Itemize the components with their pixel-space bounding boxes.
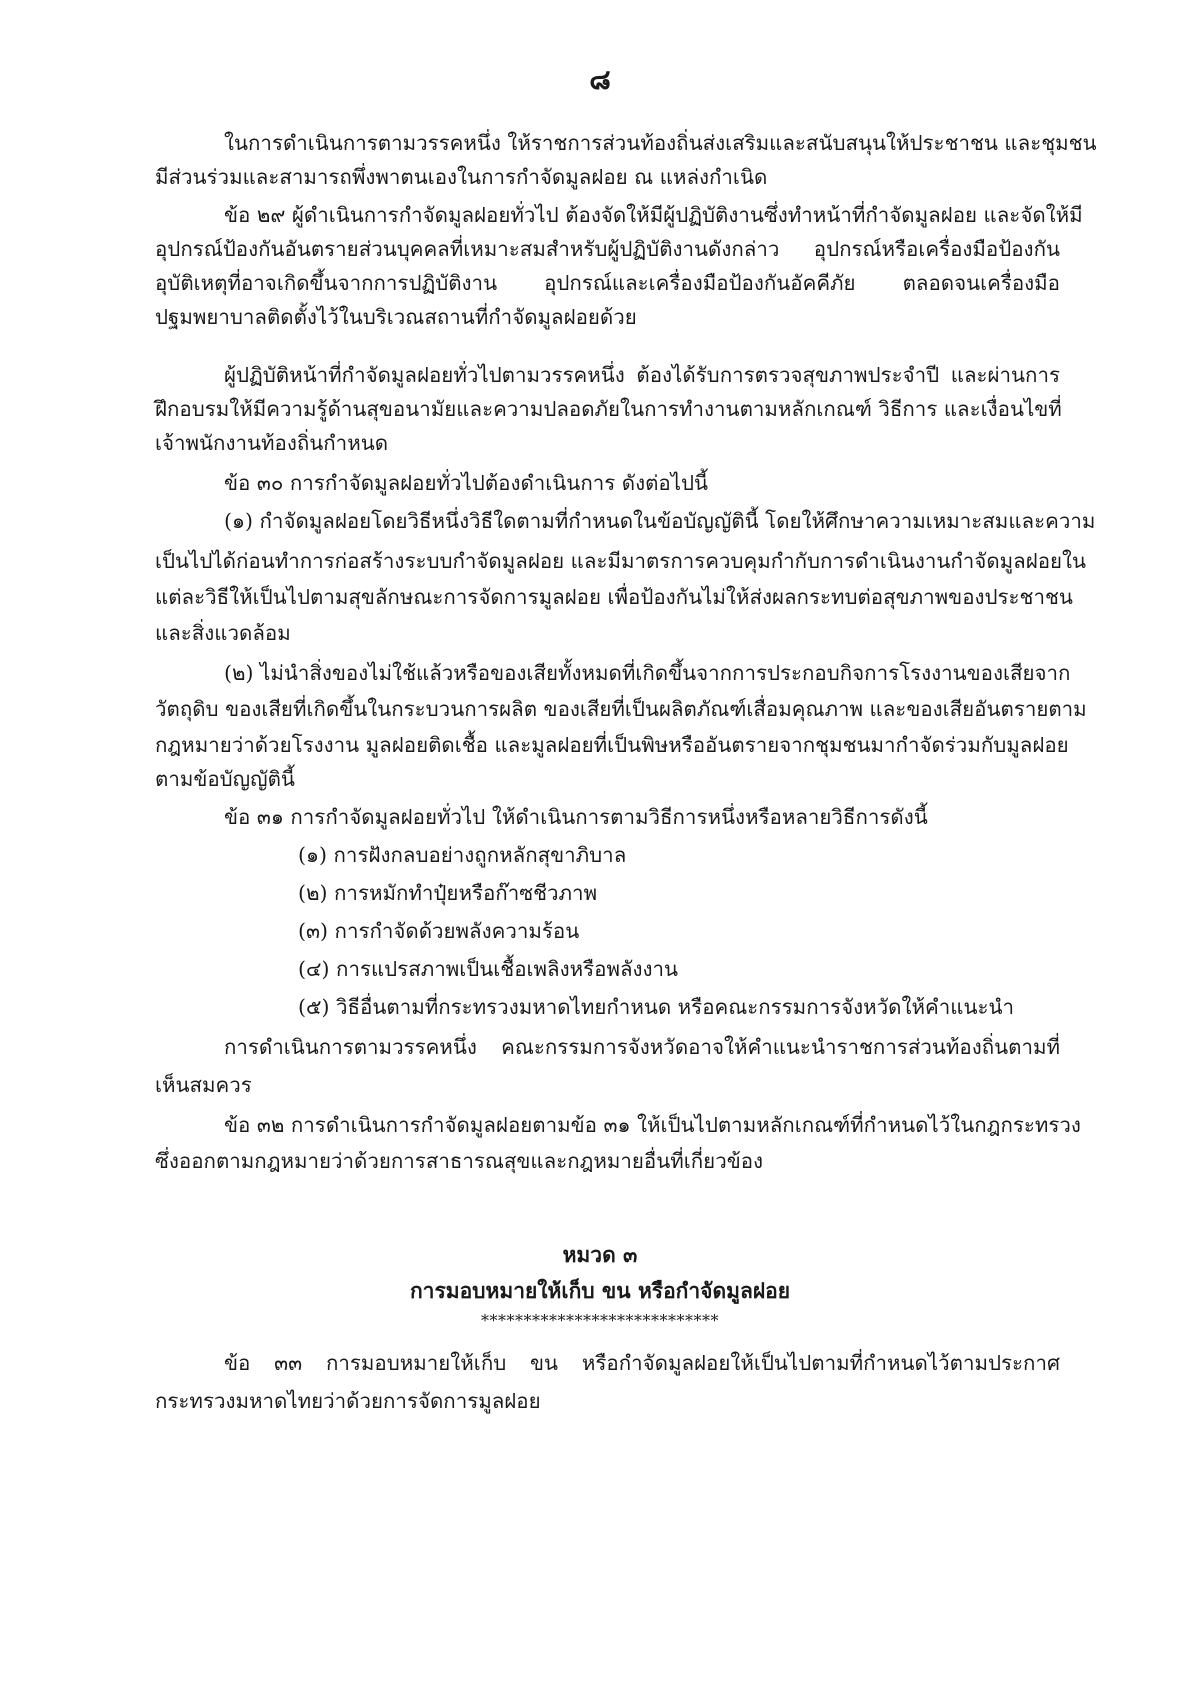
paragraph-line: มีส่วนร่วมและสามารถพึ่งพาตนเองในการกำจัดมูลฝอย ณ แหล่งกำเนิด [155, 165, 768, 189]
paragraph-line: ผู้ปฏิบัติหน้าที่กำจัดมูลฝอยทั่วไปตามวรรคหนึ่ง ต้องได้รับการตรวจสุขภาพประจำปี และผ่านการ [224, 363, 1060, 387]
clause-30-item-1-line: และสิ่งแวดล้อม [155, 621, 291, 645]
clause-33-line: กระทรวงมหาดไทยว่าด้วยการจัดการมูลฝอย [155, 1389, 541, 1413]
paragraph-line: ในการดำเนินการตามวรรคหนึ่ง ให้ราชการส่วนท้องถิ่นส่งเสริมและสนับสนุนให้ประชาชน และชุมชน [224, 131, 1097, 155]
chapter-title: การมอบหมายให้เก็บ ขน หรือกำจัดมูลฝอย [409, 1278, 791, 1303]
clause-30-heading: ข้อ ๓๐ การกำจัดมูลฝอยทั่วไปต้องดำเนินการ ดังต่อไปนี้ [224, 471, 709, 495]
method-item: (๔) การแปรสภาพเป็นเชื้อเพลิงหรือพลังงาน [298, 957, 679, 981]
clause-32-line: ซึ่งออกตามกฎหมายว่าด้วยการสาธารณสุขและกฎหมายอื่นที่เกี่ยวข้อง [155, 1149, 764, 1173]
method-item: (๓) การกำจัดด้วยพลังความร้อน [298, 919, 580, 943]
paragraph-line: ฝึกอบรมให้มีความรู้ด้านสุขอนามัยและความปลอดภัยในการทำงานตามหลักเกณฑ์ วิธีการ และเงื่อนไขที่ [155, 397, 1062, 421]
clause-30-item-2-line: (๒) ไม่นำสิ่งของไม่ใช้แล้วหรือของเสียทั้งหมดที่เกิดขึ้นจากการประกอบกิจการโรงงานของเสียจาก [224, 661, 1071, 685]
clause-31-heading: ข้อ ๓๑ การกำจัดมูลฝอยทั่วไป ให้ดำเนินการตามวิธีการหนึ่งหรือหลายวิธีการดังนี้ [224, 805, 928, 829]
method-item: (๑) การฝังกลบอย่างถูกหลักสุขาภิบาล [298, 843, 627, 867]
clause-30-item-1-line: เป็นไปได้ก่อนทำการก่อสร้างระบบกำจัดมูลฝอย และมีมาตรการควบคุมกำกับการดำเนินงานกำจัดมูลฝอยใน [155, 549, 1087, 573]
paragraph-line: เห็นสมควร [155, 1073, 252, 1097]
chapter-divider-stars: **************************** [481, 1311, 719, 1330]
clause-32-line: ข้อ ๓๒ การดำเนินการกำจัดมูลฝอยตามข้อ ๓๑ ให้เป็นไปตามหลักเกณฑ์ที่กำหนดไว้ในกฎกระทรวง [224, 1113, 1081, 1137]
paragraph-line: การดำเนินการตามวรรคหนึ่ง คณะกรรมการจังหวัดอาจให้คำแนะนำราชการส่วนท้องถิ่นตามที่ [224, 1035, 1060, 1059]
clause-29-line: ปฐมพยาบาลติดตั้งไว้ในบริเวณสถานที่กำจัดมูลฝอยด้วย [155, 305, 637, 329]
clause-30-item-1-line: แต่ละวิธีให้เป็นไปตามสุขลักษณะการจัดการมูลฝอย เพื่อป้องกันไม่ให้ส่งผลกระทบต่อสุขภาพของประชาชน [155, 585, 1073, 609]
clause-30-item-2-line: ตามข้อบัญญัตินี้ [155, 767, 295, 791]
clause-30-item-2-line: กฎหมายว่าด้วยโรงงาน มูลฝอยติดเชื้อ และมูลฝอยที่เป็นพิษหรืออันตรายจากชุมชนมากำจัดร่วมกับมูลฝอย [155, 733, 1069, 757]
clause-29-line: อุปกรณ์ป้องกันอันตรายส่วนบุคคลที่เหมาะสมสำหรับผู้ปฏิบัติงานดังกล่าว อุปกรณ์หรือเครื่องมือป้องกัน [155, 237, 1060, 261]
clause-30-item-2-line: วัตถุดิบ ของเสียที่เกิดขึ้นในกระบวนการผลิต ของเสียที่เป็นผลิตภัณฑ์เสื่อมคุณภาพ และของเสียอันตรายตาม [155, 697, 1087, 721]
clause-29-line: ข้อ ๒๙ ผู้ดำเนินการกำจัดมูลฝอยทั่วไป ต้องจัดให้มีผู้ปฏิบัติงานซึ่งทำหน้าที่กำจัดมูลฝอย และจัดให้มี [224, 203, 1083, 227]
method-item: (๒) การหมักทำปุ๋ยหรือก๊าซชีวภาพ [298, 881, 598, 905]
paragraph-line: เจ้าพนักงานท้องถิ่นกำหนด [155, 431, 389, 455]
clause-30-item-1-line: (๑) กำจัดมูลฝอยโดยวิธีหนึ่งวิธีใดตามที่กำหนดในข้อบัญญัตินี้ โดยให้ศึกษาความเหมาะสมและความ [224, 509, 1096, 533]
chapter-number: หมวด ๓ [562, 1242, 638, 1267]
clause-29-line: อุบัติเหตุที่อาจเกิดขึ้นจากการปฏิบัติงาน อุปกรณ์และเครื่องมือป้องกันอัคคีภัย ตลอดจนเครื่องมือ [155, 271, 1060, 295]
clause-33-line: ข้อ ๓๓ การมอบหมายให้เก็บ ขน หรือกำจัดมูลฝอยให้เป็นไปตามที่กำหนดไว้ตามประกาศ [224, 1351, 1060, 1375]
method-item: (๕) วิธีอื่นตามที่กระทรวงมหาดไทยกำหนด หรือคณะกรรมการจังหวัดให้คำแนะนำ [298, 995, 1014, 1019]
page-number: ๘ [589, 63, 611, 96]
